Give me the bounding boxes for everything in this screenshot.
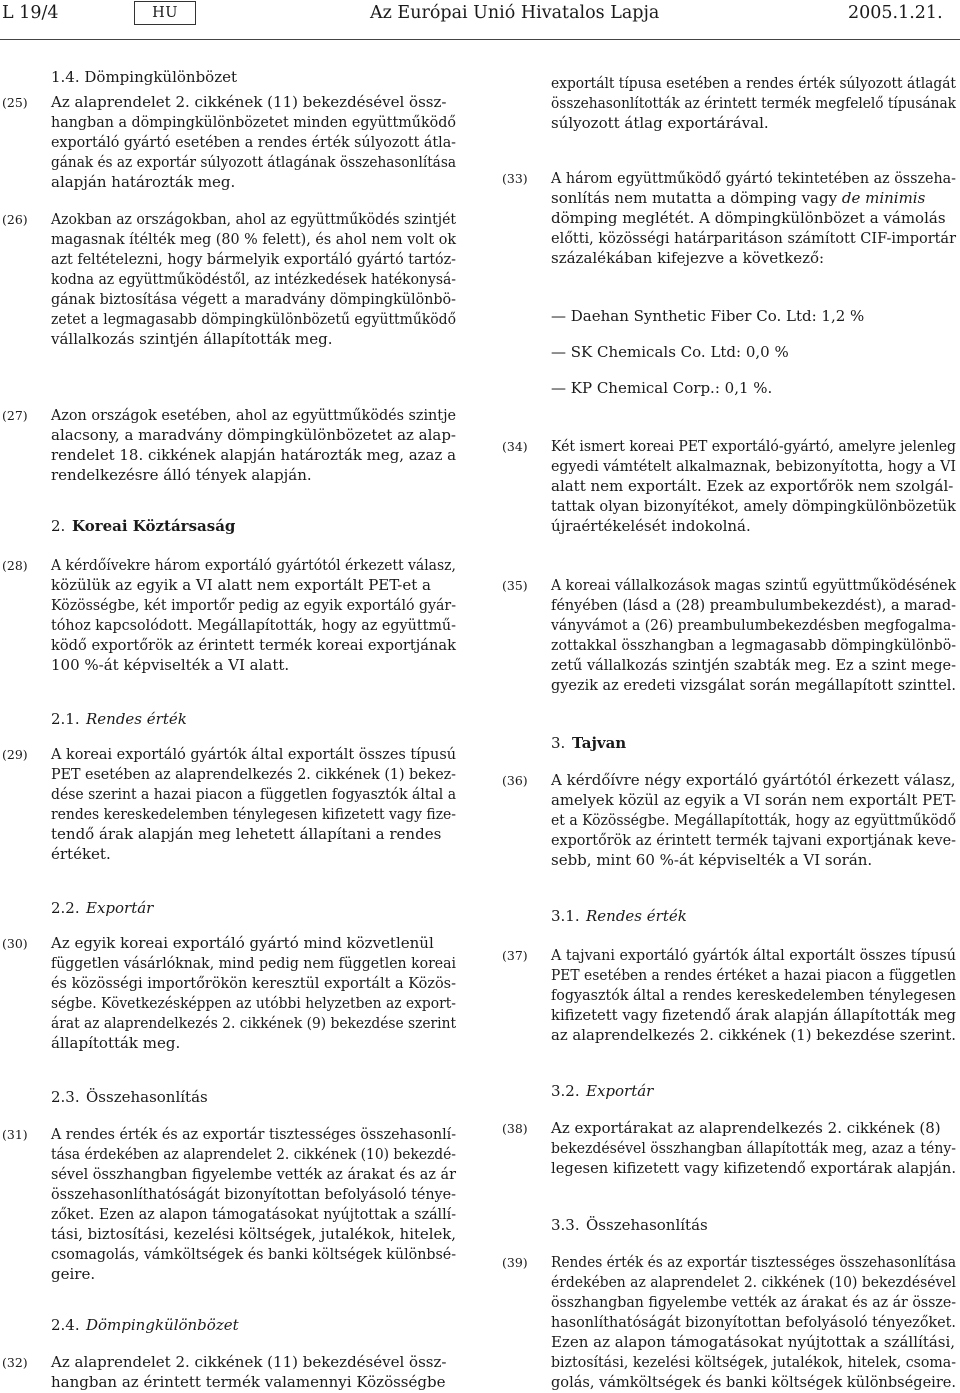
- para-30-line-6: állapították meg.: [51, 1034, 181, 1052]
- para-28-line-1: A kérdőívekre három exportáló gyártótól érkezett válasz,: [51, 556, 456, 574]
- para-33-line-1: A három együttműködő gyártó tekintetében az összeha-: [551, 169, 957, 187]
- para-label-29: (29): [2, 747, 28, 762]
- para-34-line-1: Két ismert koreai PET exportáló-gyártó, amelyre jelenleg: [551, 437, 956, 455]
- para-27-line-3: rendelet 18. cikkének alapján határozták meg, azaz a: [51, 446, 457, 464]
- para-31-line-2: tása érdekében az alaprendelet 2. cikkének (10) bekezdé-: [51, 1145, 456, 1163]
- para-35-line-6: gyezik az eredeti vizsgálat során megállapított szinttel.: [551, 676, 956, 694]
- para-label-28: (28): [2, 558, 28, 573]
- para-37-line-5: az alaprendelkezés 2. cikkének (1) bekezdése szerint.: [551, 1026, 956, 1044]
- para-33-line-2-text: sonlítás nem mutatta a dömping vagy: [551, 189, 842, 207]
- heading-2-number: 2.: [51, 517, 66, 535]
- heading-2-2-title: Exportár: [86, 899, 154, 917]
- para-29-line-2: PET esetében az alaprendelkezés 2. cikkének (1) bekez-: [51, 765, 456, 783]
- language-badge: HU: [134, 1, 196, 25]
- para-30-line-1: Az egyik koreai exportáló gyártó mind közvetlenül: [51, 934, 434, 952]
- para-26-line-6: zetet a legmagasabb dömpingkülönbözetű együttműködő: [51, 310, 457, 328]
- para-35-line-3: ványvámot a (26) preambulumbekezdésben megfogalma-: [551, 616, 957, 634]
- para-31-line-3: sével összhangban figyelembe vették az árakat és az ár: [51, 1165, 457, 1183]
- para-37-line-2: PET esetében a rendes értéket a hazai piacon a független: [551, 966, 956, 984]
- para-25-line-4: gának és az exportár súlyozott átlagának összehasonlítása: [51, 153, 456, 171]
- para-26-line-2: magasnak ítélték meg (80 % felett), és ahol nem volt ok: [51, 230, 456, 248]
- rate-daehan: — Daehan Synthetic Fiber Co. Ltd: 1,2 %: [551, 307, 865, 325]
- para-26-line-5: gának biztosítása végett a maradvány dömpingkülönbö-: [51, 290, 456, 308]
- para-26-line-1: Azokban az országokban, ahol az együttműködés szintjét: [51, 210, 457, 228]
- heading-2-3-title: Összehasonlítás: [86, 1088, 208, 1106]
- heading-2-1-number: 2.1.: [51, 710, 80, 728]
- continued-line-3: súlyozott átlag exportárával.: [551, 114, 769, 132]
- para-33-line-5: százalékában kifejezve a következő:: [551, 249, 825, 267]
- para-28-line-5: ködő exportőrök az érintett termék koreai exportjának: [51, 636, 456, 654]
- para-30-line-4: ségbe. Következésképpen az utóbbi helyzetben az export-: [51, 994, 456, 1012]
- para-31-line-8: geire.: [51, 1265, 96, 1283]
- para-32-line-1: Az alaprendelet 2. cikkének (11) bekezdésével össz-: [51, 1353, 447, 1371]
- para-33-line-3: dömping meglétét. A dömpingkülönbözet a vámolás: [551, 209, 946, 227]
- journal-title: Az Európai Unió Hivatalos Lapja: [370, 3, 660, 23]
- para-26-line-3: azt feltételezni, hogy bármelyik exportáló gyártó tartóz-: [51, 250, 457, 268]
- para-35-line-2: fényében (lásd a (28) preambulumbekezdést), a marad-: [551, 596, 956, 614]
- para-31-line-5: zőket. Ezen az alapon támogatásokat nyújtottak a szállí-: [51, 1205, 457, 1223]
- heading-2-3-number: 2.3.: [51, 1088, 80, 1106]
- para-label-35: (35): [502, 578, 528, 593]
- para-30-line-2: független vásárlóknak, mind pedig nem független koreai: [51, 954, 457, 972]
- heading-3-number: 3.: [551, 734, 566, 752]
- para-36-line-3: et a Közösségbe. Megállapították, hogy az együttműködő: [551, 811, 956, 829]
- para-28-line-4: tóhoz kapcsolódott. Megállapították, hogy az együttmű-: [51, 616, 456, 634]
- para-29-line-4: rendes kereskedelemben ténylegesen kifizetett vagy fize-: [51, 805, 456, 823]
- para-33-line-4: előtti, közösségi határparitáson számított CIF-importár: [551, 229, 956, 247]
- para-39-line-1: Rendes érték és az exportár tisztességes összehasonlítása: [551, 1253, 957, 1271]
- para-35-line-4: zottakkal összhangban a legmagasabb dömpingkülönbö-: [551, 636, 956, 654]
- para-29-line-5: tendő árak alapján meg lehetett állapítani a rendes: [51, 825, 442, 843]
- para-26-line-4: kodna az együttműködéstől, az intézkedések hatékonysá-: [51, 270, 457, 288]
- continued-line-2: összehasonlították az érintett termék megfelelő típusának: [551, 94, 956, 112]
- para-label-33: (33): [502, 171, 528, 186]
- para-39-line-6: biztosítási, kezelési költségek, jutalékok, hitelek, csoma-: [551, 1353, 957, 1371]
- para-38-line-2: bekezdésével összhangban állapították meg, azaz a tény-: [551, 1139, 957, 1157]
- publication-date: 2005.1.21.: [848, 3, 943, 23]
- para-36-line-4: exportőrök az érintett termék tajvani exportjának keve-: [551, 831, 956, 849]
- heading-2-title: Koreai Köztársaság: [72, 517, 236, 535]
- para-label-25: (25): [2, 95, 28, 110]
- heading-3-1-number: 3.1.: [551, 907, 580, 925]
- heading-3-3-number: 3.3.: [551, 1216, 580, 1234]
- para-label-37: (37): [502, 948, 528, 963]
- para-29-line-3: dése szerint a hazai piacon a független fogyasztók által a: [51, 785, 457, 803]
- para-label-36: (36): [502, 773, 528, 788]
- para-36-line-5: sebb, mint 60 %-át képviselték a VI során.: [551, 851, 873, 869]
- para-38-line-1: Az exportárakat az alaprendelkezés 2. cikkének (8): [551, 1119, 941, 1137]
- para-30-line-3: és közösségi importőrökön keresztül exportált a Közös-: [51, 974, 456, 992]
- para-label-34: (34): [502, 439, 528, 454]
- para-39-line-7: golás, vámköltségek és banki költségek különbségeire.: [551, 1373, 957, 1391]
- para-36-line-1: A kérdőívre négy exportáló gyártótól érkezett válasz,: [551, 771, 956, 789]
- para-39-line-5: Ezen az alapon támogatásokat nyújtottak a szállítási,: [551, 1333, 956, 1351]
- heading-2-2-number: 2.2.: [51, 899, 80, 917]
- para-label-39: (39): [502, 1255, 528, 1270]
- heading-3-2-title: Exportár: [586, 1082, 654, 1100]
- para-29-line-1: A koreai exportáló gyártók által exportált összes típusú: [51, 745, 457, 763]
- para-36-line-2: amelyek közül az egyik a VI során nem exportált PET-: [551, 791, 956, 809]
- para-25-line-3: exportáló gyártó esetében a rendes érték súlyozott átla-: [51, 133, 456, 151]
- para-28-line-2: közülük az egyik a VI alatt nem exportált PET-et a: [51, 576, 431, 594]
- para-30-line-5: árat az alaprendelkezés 2. cikkének (9) bekezdése szerint: [51, 1014, 457, 1032]
- para-33-line-2: [551, 188, 925, 208]
- para-25-line-5: alapján határozták meg.: [51, 173, 236, 191]
- para-34-line-3: alatt nem exportált. Ezek az exportőrök nem szolgál-: [551, 477, 954, 495]
- de-minimis-term: de minimis: [841, 189, 926, 207]
- heading-3-3-title: Összehasonlítás: [586, 1216, 708, 1234]
- rate-sk-chemicals: — SK Chemicals Co. Ltd: 0,0 %: [551, 343, 789, 361]
- heading-3-title: Tajvan: [572, 734, 627, 752]
- para-28-line-3: Közösségbe, két importőr pedig az egyik exportáló gyár-: [51, 596, 456, 614]
- heading-2-4-number: 2.4.: [51, 1316, 80, 1334]
- para-27-line-4: rendelkezésre álló tények alapján.: [51, 466, 312, 484]
- para-34-line-5: újraértékelését indokolná.: [551, 517, 751, 535]
- para-25-line-2: hangban a dömpingkülönbözetet minden együttműködő: [51, 113, 456, 131]
- para-label-26: (26): [2, 212, 28, 227]
- para-26-line-7: vállalkozás szintjén állapították meg.: [51, 330, 333, 348]
- heading-3-1-title: Rendes érték: [586, 907, 687, 925]
- para-34-line-2: egyedi vámtételt alkalmaznak, bebizonyította, hogy a VI: [551, 457, 957, 475]
- para-31-line-7: csomagolás, vámköltségek és banki költségek különbsé-: [51, 1245, 457, 1263]
- para-31-line-4: összehasonlíthatóságát bizonyítottan befolyásoló ténye-: [51, 1185, 456, 1203]
- heading-3-2-number: 3.2.: [551, 1082, 580, 1100]
- para-label-38: (38): [502, 1121, 528, 1136]
- para-28-line-6: 100 %-át képviselték a VI alatt.: [51, 656, 290, 674]
- para-32-line-2: hangban az érintett termék valamennyi Közösségbe: [51, 1373, 446, 1391]
- continued-line-1: exportált típusa esetében a rendes érték súlyozott átlagát: [551, 74, 956, 92]
- para-27-line-1: Azon országok esetében, ahol az együttműködés szintje: [51, 406, 457, 424]
- para-37-line-4: kifizetett vagy fizetendő árak alapján állapították meg: [551, 1006, 957, 1024]
- para-label-32: (32): [2, 1355, 28, 1370]
- page-header: [0, 0, 960, 40]
- para-31-line-6: tási, biztosítási, kezelési költségek, jutalékok, hitelek,: [51, 1225, 457, 1243]
- heading-2-4-title: Dömpingkülönbözet: [86, 1316, 239, 1334]
- para-34-line-4: tattak olyan bizonyítékot, amely dömpingkülönbözetük: [551, 497, 956, 515]
- para-38-line-3: legesen kifizetett vagy kifizetendő exportárak alapján.: [551, 1159, 957, 1177]
- heading-2-1-title: Rendes érték: [86, 710, 187, 728]
- heading-1-4: 1.4. Dömpingkülönbözet: [51, 68, 238, 86]
- para-27-line-2: alacsony, a maradvány dömpingkülönbözetet az alap-: [51, 426, 457, 444]
- para-39-line-4: hasonlíthatóságát bizonyítottan befolyásoló tényezőket.: [551, 1313, 956, 1331]
- para-39-line-3: összhangban figyelembe vették az árakat és az ár össze-: [551, 1293, 957, 1311]
- para-29-line-6: értéket.: [51, 845, 111, 863]
- para-label-27: (27): [2, 408, 28, 423]
- para-31-line-1: A rendes érték és az exportár tisztességes összehasonlí-: [51, 1125, 456, 1143]
- rate-kp-chemical: — KP Chemical Corp.: 0,1 %.: [551, 379, 773, 397]
- header-divider: [0, 39, 960, 40]
- para-35-line-1: A koreai vállalkozások magas szintű együttműködésének: [551, 576, 956, 594]
- para-25-line-1: Az alaprendelet 2. cikkének (11) bekezdésével össz-: [51, 93, 447, 111]
- para-37-line-3: fogyasztók által a rendes kereskedelemben ténylegesen: [551, 986, 957, 1004]
- page-number: L 19/4: [2, 3, 59, 23]
- para-39-line-2: érdekében az alaprendelet 2. cikkének (10) bekezdésével: [551, 1273, 956, 1291]
- para-label-31: (31): [2, 1127, 28, 1142]
- para-35-line-5: zetű vállalkozás szintjén szabták meg. Ez a szint mege-: [551, 656, 957, 674]
- para-label-30: (30): [2, 936, 28, 951]
- para-37-line-1: A tajvani exportáló gyártók által exportált összes típusú: [551, 946, 956, 964]
